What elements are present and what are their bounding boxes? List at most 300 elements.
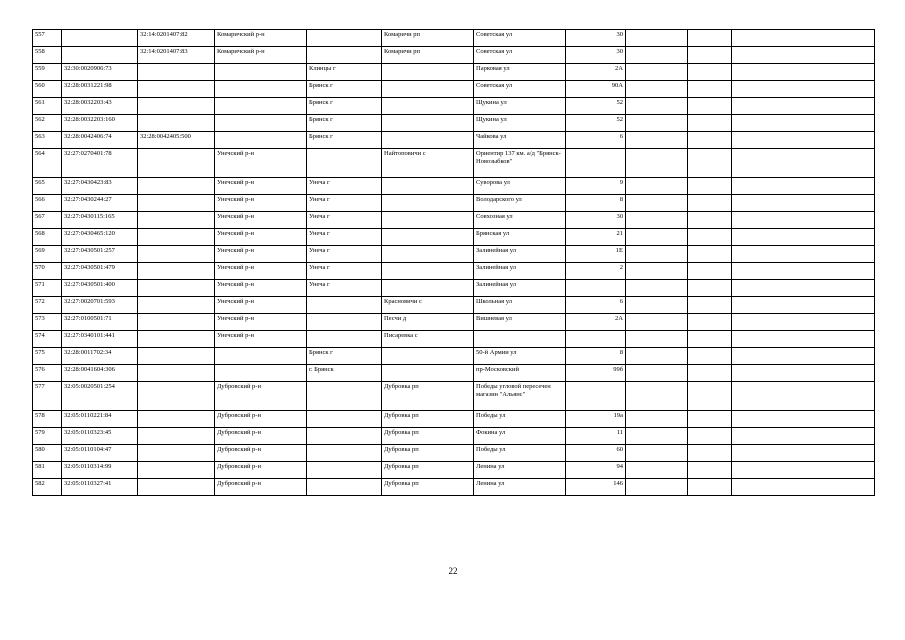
row-number: 564	[33, 149, 62, 178]
empty-cell	[732, 445, 875, 462]
city-cell	[307, 428, 382, 445]
settlement-cell: Комаричи рп	[382, 30, 474, 47]
empty-cell	[626, 178, 688, 195]
empty-cell	[732, 64, 875, 81]
city-cell: Унеча г	[307, 212, 382, 229]
cadastral-number-alt	[138, 462, 215, 479]
district-cell	[215, 365, 307, 382]
settlement-cell: Дубровка рп	[382, 445, 474, 462]
city-cell	[307, 382, 382, 411]
table-row	[33, 132, 875, 149]
house-number-cell: 30	[566, 47, 626, 64]
settlement-cell: Найтоповичи с	[382, 149, 474, 178]
settlement-cell: Дубровка рп	[382, 479, 474, 496]
empty-cell	[626, 365, 688, 382]
row-number: 581	[33, 462, 62, 479]
cadastral-number-alt	[138, 411, 215, 428]
city-cell	[307, 445, 382, 462]
house-number-cell: 8	[566, 195, 626, 212]
row-number: 567	[33, 212, 62, 229]
cadastral-number: 32:27:0430465:120	[62, 229, 138, 246]
empty-cell	[688, 428, 732, 445]
street-cell: Советская ул	[474, 47, 566, 64]
cadastral-number: 32:27:0430501:479	[62, 263, 138, 280]
empty-cell	[732, 365, 875, 382]
table-row	[33, 314, 875, 331]
table-row	[33, 365, 875, 382]
empty-cell	[688, 195, 732, 212]
empty-cell	[626, 246, 688, 263]
cadastral-number: 32:28:0041604:306	[62, 365, 138, 382]
page-number: 22	[448, 566, 458, 576]
empty-cell	[626, 331, 688, 348]
street-cell: Совхозная ул	[474, 212, 566, 229]
cadastral-number: 32:05:0020501:254	[62, 382, 138, 411]
empty-cell	[732, 229, 875, 246]
settlement-cell	[382, 212, 474, 229]
cadastral-number-alt: 32:14:0201407:83	[138, 47, 215, 64]
city-cell: Брянск г	[307, 132, 382, 149]
settlement-cell	[382, 98, 474, 115]
street-cell: Школьная ул	[474, 297, 566, 314]
house-number-cell	[566, 331, 626, 348]
city-cell	[307, 297, 382, 314]
cadastral-number-alt: 32:28:0042405:500	[138, 132, 215, 149]
cadastral-number: 32:27:0430423:83	[62, 178, 138, 195]
cadastral-number-alt	[138, 178, 215, 195]
empty-cell	[626, 428, 688, 445]
settlement-cell	[382, 280, 474, 297]
city-cell	[307, 314, 382, 331]
empty-cell	[732, 297, 875, 314]
empty-cell	[626, 382, 688, 411]
empty-cell	[626, 98, 688, 115]
cadastral-number-alt	[138, 314, 215, 331]
street-cell: Ленина ул	[474, 479, 566, 496]
cadastral-number: 32:05:0110104:47	[62, 445, 138, 462]
house-number-cell: 99б	[566, 365, 626, 382]
street-cell: Залинейная ул	[474, 280, 566, 297]
cadastral-number: 32:05:0110314:99	[62, 462, 138, 479]
empty-cell	[688, 263, 732, 280]
district-cell: Унечский р-н	[215, 149, 307, 178]
house-number-cell: 1Е	[566, 246, 626, 263]
district-cell: Комаричский р-н	[215, 30, 307, 47]
row-number: 559	[33, 64, 62, 81]
district-cell: Унечский р-н	[215, 331, 307, 348]
empty-cell	[732, 81, 875, 98]
district-cell: Комаричский р-н	[215, 47, 307, 64]
settlement-cell: Песчи д	[382, 314, 474, 331]
house-number-cell: 11	[566, 428, 626, 445]
empty-cell	[688, 212, 732, 229]
empty-cell	[732, 246, 875, 263]
street-cell: Щукина ул	[474, 98, 566, 115]
empty-cell	[626, 229, 688, 246]
empty-cell	[626, 30, 688, 47]
cadastral-number-alt	[138, 149, 215, 178]
street-cell: Победы ул	[474, 411, 566, 428]
cadastral-number	[62, 47, 138, 64]
cadastral-number-alt: 32:14:0201407:82	[138, 30, 215, 47]
settlement-cell	[382, 348, 474, 365]
settlement-cell: Красновичи с	[382, 297, 474, 314]
house-number-cell	[566, 149, 626, 178]
table-row	[33, 263, 875, 280]
empty-cell	[626, 47, 688, 64]
street-cell: Щукина ул	[474, 115, 566, 132]
empty-cell	[626, 149, 688, 178]
settlement-cell: Комаричи рп	[382, 47, 474, 64]
street-cell: Победы ул	[474, 445, 566, 462]
registry-table	[32, 29, 875, 496]
cadastral-number: 32:27:0430115:165	[62, 212, 138, 229]
row-number: 577	[33, 382, 62, 411]
cadastral-number-alt	[138, 348, 215, 365]
cadastral-number-alt	[138, 382, 215, 411]
cadastral-number: 32:05:0110327:41	[62, 479, 138, 496]
settlement-cell: Дубровка рп	[382, 428, 474, 445]
empty-cell	[626, 411, 688, 428]
empty-cell	[626, 297, 688, 314]
settlement-cell	[382, 229, 474, 246]
table-row	[33, 428, 875, 445]
street-cell	[474, 331, 566, 348]
city-cell	[307, 149, 382, 178]
table-row	[33, 479, 875, 496]
empty-cell	[732, 382, 875, 411]
table-row	[33, 331, 875, 348]
city-cell: Брянск г	[307, 348, 382, 365]
table-row	[33, 98, 875, 115]
settlement-cell	[382, 365, 474, 382]
district-cell: Дубровский р-н	[215, 445, 307, 462]
empty-cell	[626, 479, 688, 496]
city-cell: Брянск г	[307, 115, 382, 132]
cadastral-number-alt	[138, 81, 215, 98]
table-row	[33, 445, 875, 462]
house-number-cell: 30	[566, 212, 626, 229]
house-number-cell: 146	[566, 479, 626, 496]
house-number-cell: 8	[566, 348, 626, 365]
city-cell	[307, 462, 382, 479]
row-number: 562	[33, 115, 62, 132]
house-number-cell: 2	[566, 263, 626, 280]
settlement-cell	[382, 81, 474, 98]
empty-cell	[626, 445, 688, 462]
empty-cell	[732, 115, 875, 132]
empty-cell	[688, 331, 732, 348]
empty-cell	[732, 178, 875, 195]
table-row	[33, 178, 875, 195]
district-cell	[215, 132, 307, 149]
district-cell: Дубровский р-н	[215, 428, 307, 445]
cadastral-number-alt	[138, 263, 215, 280]
cadastral-number: 32:27:0270401:78	[62, 149, 138, 178]
table-row	[33, 30, 875, 47]
city-cell: Брянск г	[307, 98, 382, 115]
row-number: 572	[33, 297, 62, 314]
empty-cell	[732, 30, 875, 47]
empty-cell	[732, 280, 875, 297]
empty-cell	[626, 462, 688, 479]
row-number: 576	[33, 365, 62, 382]
street-cell: Ленина ул	[474, 462, 566, 479]
house-number-cell: 9	[566, 178, 626, 195]
row-number: 566	[33, 195, 62, 212]
cadastral-number-alt	[138, 445, 215, 462]
empty-cell	[732, 195, 875, 212]
district-cell: Унечский р-н	[215, 229, 307, 246]
cadastral-number: 32:27:0430501:257	[62, 246, 138, 263]
empty-cell	[688, 132, 732, 149]
empty-cell	[732, 98, 875, 115]
settlement-cell	[382, 64, 474, 81]
empty-cell	[732, 428, 875, 445]
table-row	[33, 462, 875, 479]
house-number-cell: 30	[566, 30, 626, 47]
empty-cell	[626, 195, 688, 212]
cadastral-number: 32:28:0032203:43	[62, 98, 138, 115]
empty-cell	[732, 331, 875, 348]
empty-cell	[688, 64, 732, 81]
settlement-cell	[382, 263, 474, 280]
row-number: 573	[33, 314, 62, 331]
district-cell: Дубровский р-н	[215, 411, 307, 428]
city-cell: Унеча г	[307, 263, 382, 280]
empty-cell	[688, 479, 732, 496]
cadastral-number-alt	[138, 280, 215, 297]
empty-cell	[732, 47, 875, 64]
cadastral-number-alt	[138, 246, 215, 263]
row-number: 565	[33, 178, 62, 195]
table-row	[33, 64, 875, 81]
table-row	[33, 212, 875, 229]
table-row	[33, 382, 875, 411]
empty-cell	[688, 47, 732, 64]
cadastral-number: 32:28:0011702:34	[62, 348, 138, 365]
city-cell: Унеча г	[307, 229, 382, 246]
district-cell: Дубровский р-н	[215, 462, 307, 479]
district-cell	[215, 98, 307, 115]
district-cell	[215, 348, 307, 365]
table-row	[33, 47, 875, 64]
settlement-cell	[382, 132, 474, 149]
city-cell	[307, 331, 382, 348]
empty-cell	[626, 132, 688, 149]
cadastral-number-alt	[138, 115, 215, 132]
empty-cell	[688, 149, 732, 178]
row-number: 575	[33, 348, 62, 365]
table-row	[33, 149, 875, 178]
empty-cell	[688, 280, 732, 297]
empty-cell	[626, 280, 688, 297]
empty-cell	[732, 479, 875, 496]
city-cell: Унеча г	[307, 246, 382, 263]
city-cell	[307, 47, 382, 64]
house-number-cell: 2А	[566, 64, 626, 81]
cadastral-number	[62, 30, 138, 47]
cadastral-number: 32:28:0042406:74	[62, 132, 138, 149]
settlement-cell	[382, 195, 474, 212]
city-cell: Клинцы г	[307, 64, 382, 81]
cadastral-number: 32:28:0032203:160	[62, 115, 138, 132]
row-number: 582	[33, 479, 62, 496]
row-number: 579	[33, 428, 62, 445]
house-number-cell: 6	[566, 132, 626, 149]
table-row	[33, 81, 875, 98]
empty-cell	[732, 149, 875, 178]
district-cell	[215, 81, 307, 98]
cadastral-number-alt	[138, 297, 215, 314]
district-cell: Унечский р-н	[215, 263, 307, 280]
empty-cell	[688, 382, 732, 411]
settlement-cell: Писаревка с	[382, 331, 474, 348]
district-cell: Унечский р-н	[215, 297, 307, 314]
row-number: 557	[33, 30, 62, 47]
table-row	[33, 297, 875, 314]
empty-cell	[688, 115, 732, 132]
empty-cell	[732, 411, 875, 428]
street-cell: Залинейная ул	[474, 263, 566, 280]
district-cell: Дубровский р-н	[215, 479, 307, 496]
empty-cell	[732, 348, 875, 365]
district-cell	[215, 115, 307, 132]
street-cell: Победы угловой пересечен магазин "Альянс"	[474, 382, 566, 411]
house-number-cell: 52	[566, 98, 626, 115]
row-number: 563	[33, 132, 62, 149]
table-row	[33, 229, 875, 246]
street-cell: Советская ул	[474, 30, 566, 47]
row-number: 570	[33, 263, 62, 280]
empty-cell	[688, 98, 732, 115]
district-cell	[215, 64, 307, 81]
row-number: 560	[33, 81, 62, 98]
street-cell: 50-й Армии ул	[474, 348, 566, 365]
street-cell: Парковая ул	[474, 64, 566, 81]
cadastral-number-alt	[138, 229, 215, 246]
street-cell: Советская ул	[474, 81, 566, 98]
empty-cell	[626, 348, 688, 365]
street-cell: Брянская ул	[474, 229, 566, 246]
table-row	[33, 195, 875, 212]
empty-cell	[626, 314, 688, 331]
cadastral-number: 32:27:0340101:441	[62, 331, 138, 348]
settlement-cell: Дубровка рп	[382, 411, 474, 428]
empty-cell	[626, 263, 688, 280]
empty-cell	[688, 365, 732, 382]
table-row	[33, 280, 875, 297]
street-cell: Ориентир 137 км. а/д "Брянск-Новозыбков"	[474, 149, 566, 178]
row-number: 571	[33, 280, 62, 297]
row-number: 568	[33, 229, 62, 246]
cadastral-number: 32:28:0031221:98	[62, 81, 138, 98]
street-cell: Залинейная ул	[474, 246, 566, 263]
city-cell: г. Брянск	[307, 365, 382, 382]
empty-cell	[626, 64, 688, 81]
house-number-cell: 19а	[566, 411, 626, 428]
city-cell	[307, 479, 382, 496]
empty-cell	[688, 178, 732, 195]
district-cell: Унечский р-н	[215, 195, 307, 212]
district-cell: Унечский р-н	[215, 178, 307, 195]
table-row	[33, 348, 875, 365]
row-number: 569	[33, 246, 62, 263]
district-cell: Унечский р-н	[215, 314, 307, 331]
city-cell: Брянск г	[307, 81, 382, 98]
district-cell: Дубровский р-н	[215, 382, 307, 411]
house-number-cell: 21	[566, 229, 626, 246]
district-cell: Унечский р-н	[215, 212, 307, 229]
settlement-cell: Дубровка рп	[382, 382, 474, 411]
house-number-cell: 52	[566, 115, 626, 132]
empty-cell	[688, 445, 732, 462]
street-cell: Суворова ул	[474, 178, 566, 195]
district-cell: Унечский р-н	[215, 280, 307, 297]
empty-cell	[626, 212, 688, 229]
row-number: 561	[33, 98, 62, 115]
empty-cell	[732, 132, 875, 149]
empty-cell	[626, 81, 688, 98]
empty-cell	[688, 246, 732, 263]
empty-cell	[732, 462, 875, 479]
city-cell	[307, 30, 382, 47]
settlement-cell	[382, 178, 474, 195]
row-number: 558	[33, 47, 62, 64]
house-number-cell	[566, 280, 626, 297]
city-cell: Унеча г	[307, 280, 382, 297]
empty-cell	[688, 30, 732, 47]
cadastral-number: 32:05:0110221:84	[62, 411, 138, 428]
house-number-cell: 6	[566, 297, 626, 314]
house-number-cell: 60	[566, 445, 626, 462]
row-number: 580	[33, 445, 62, 462]
empty-cell	[732, 263, 875, 280]
empty-cell	[688, 348, 732, 365]
cadastral-number-alt	[138, 331, 215, 348]
table-row	[33, 411, 875, 428]
street-cell: Фокина ул	[474, 428, 566, 445]
empty-cell	[688, 81, 732, 98]
empty-cell	[688, 297, 732, 314]
street-cell: Вишневая ул	[474, 314, 566, 331]
street-cell: Чайкова ул	[474, 132, 566, 149]
cadastral-number: 32:30:0020906:73	[62, 64, 138, 81]
house-number-cell: 2А	[566, 314, 626, 331]
cadastral-number-alt	[138, 195, 215, 212]
empty-cell	[688, 314, 732, 331]
street-cell: пр-Московский	[474, 365, 566, 382]
empty-cell	[732, 314, 875, 331]
empty-cell	[732, 212, 875, 229]
cadastral-number-alt	[138, 64, 215, 81]
house-number-cell	[566, 382, 626, 411]
row-number: 578	[33, 411, 62, 428]
cadastral-number-alt	[138, 428, 215, 445]
cadastral-number: 32:27:0020701:593	[62, 297, 138, 314]
cadastral-number-alt	[138, 479, 215, 496]
table-row	[33, 246, 875, 263]
settlement-cell	[382, 246, 474, 263]
district-cell: Унечский р-н	[215, 246, 307, 263]
cadastral-number: 32:27:0430501:400	[62, 280, 138, 297]
cadastral-number: 32:27:0430244:27	[62, 195, 138, 212]
cadastral-number: 32:27:0100501:71	[62, 314, 138, 331]
empty-cell	[688, 229, 732, 246]
city-cell	[307, 411, 382, 428]
row-number: 574	[33, 331, 62, 348]
house-number-cell: 94	[566, 462, 626, 479]
